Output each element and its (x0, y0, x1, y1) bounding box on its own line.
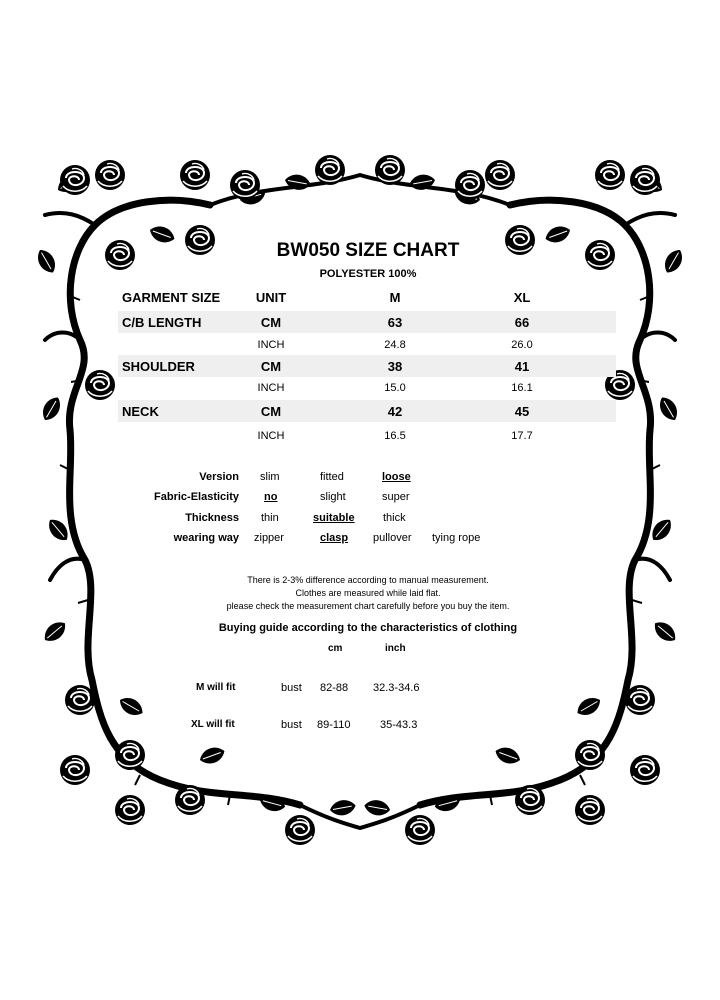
guide-size: M will fit (196, 682, 236, 693)
page-title: BW050 SIZE CHART (276, 240, 460, 261)
guide-col-cm: cm (328, 643, 343, 654)
value-cm-m: 42 (387, 404, 403, 419)
unit-inch: INCH (257, 382, 285, 394)
unit-inch: INCH (257, 339, 285, 351)
note-line: There is 2-3% difference according to manual measurement. (247, 575, 489, 585)
attr-option: pullover (373, 532, 412, 544)
value-inch-m: 15.0 (384, 382, 406, 394)
attr-option-selected: suitable (313, 512, 355, 524)
attr-option-selected: clasp (320, 532, 349, 544)
guide-size: XL will fit (191, 719, 235, 730)
header-garment-size: GARMENT SIZE (122, 290, 221, 305)
attr-option: super (382, 491, 410, 503)
unit-cm: CM (260, 404, 282, 419)
attr-label-wearing-way: wearing way (173, 532, 239, 544)
attr-option-selected: no (264, 491, 278, 503)
guide-part: bust (281, 719, 302, 731)
value-cm-m: 38 (387, 359, 403, 374)
attr-option: slim (260, 471, 280, 483)
guide-inch: 32.3-34.6 (373, 682, 420, 694)
note-line: please check the measurement chart carefully before you buy the item. (226, 601, 510, 611)
guide-inch: 35-43.3 (380, 719, 418, 731)
attr-option: tying rope (432, 532, 481, 544)
attr-option: slight (320, 491, 346, 503)
note-line: Clothes are measured while laid flat. (295, 588, 441, 598)
guide-col-inch: inch (385, 643, 406, 654)
guide-cm: 89-110 (317, 719, 351, 731)
attr-option: thick (383, 512, 406, 524)
value-inch-xl: 26.0 (511, 339, 533, 351)
attr-option: thin (261, 512, 279, 524)
value-inch-m: 16.5 (384, 430, 406, 442)
attr-option: fitted (320, 471, 344, 483)
value-inch-xl: 16.1 (511, 382, 533, 394)
attr-label-elasticity: Fabric-Elasticity (154, 491, 239, 503)
header-unit: UNIT (255, 290, 287, 305)
attr-label-thickness: Thickness (185, 512, 239, 524)
header-size-xl: XL (513, 290, 531, 305)
measure-label: SHOULDER (122, 359, 195, 374)
guide-cm: 82-88 (320, 682, 349, 694)
guide-part: bust (281, 682, 302, 694)
attr-label-version: Version (199, 471, 239, 483)
attr-option: zipper (254, 532, 284, 544)
unit-inch: INCH (257, 430, 285, 442)
unit-cm: CM (260, 315, 282, 330)
value-cm-xl: 45 (514, 404, 530, 419)
guide-title: Buying guide according to the characteristics of clothing (218, 622, 518, 634)
measure-label: NECK (122, 404, 159, 419)
material-label: POLYESTER 100% (319, 268, 417, 280)
unit-cm: CM (260, 359, 282, 374)
attr-option-selected: loose (382, 471, 411, 483)
value-inch-m: 24.8 (384, 339, 406, 351)
value-cm-xl: 66 (514, 315, 530, 330)
value-inch-xl: 17.7 (511, 430, 533, 442)
header-size-m: M (389, 290, 401, 305)
value-cm-xl: 41 (514, 359, 530, 374)
measure-label: C/B LENGTH (122, 315, 202, 330)
value-cm-m: 63 (387, 315, 403, 330)
